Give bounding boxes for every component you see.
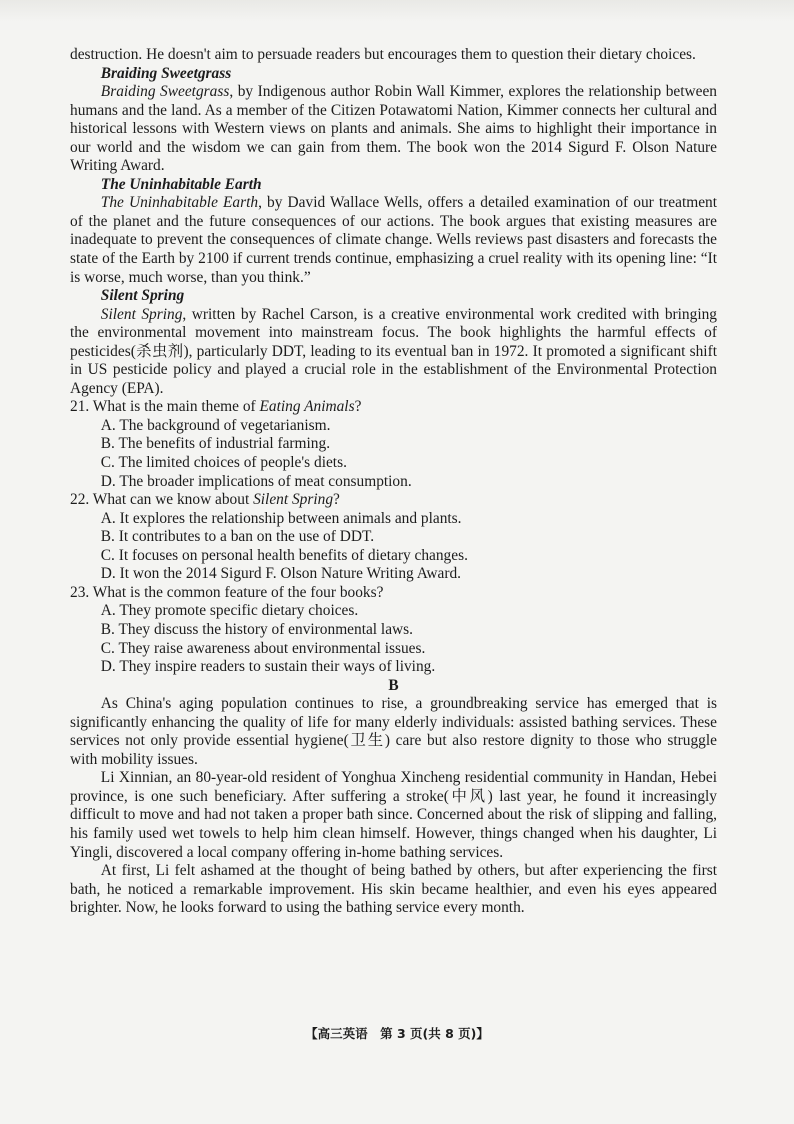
book-title: Braiding Sweetgrass — [100, 83, 230, 101]
section-b-paragraph-1: As China's aging population continues to rise, a groundbreaking service has emerged that is significantly enhancing the quality of life for many elderly individuals: assisted bathing services. These services not only provide essential hygiene(卫生) care but also restore dignity to those who struggle with mobility issues. — [70, 695, 717, 768]
continuation-paragraph: destruction. He doesn't aim to persuade readers but encourages them to question their dietary choices. — [70, 46, 696, 63]
question-text: 22. What can we know about — [70, 491, 254, 509]
book-paragraph — [70, 306, 717, 399]
book-paragraph — [70, 83, 717, 176]
option-a: A. It explores the relationship between animals and plants. — [100, 509, 462, 527]
book-body: , by David Wallace Wells, offers a detailed examination of our treatment of the planet and the future consequences of our actions. The book argues that existing measures are inadequate to prevent the consequences of climate change. Wells reviews past disasters and forecasts the state of the Earth by 2100 if current trends continue, emphasizing a cruel reality with its opening line: “It is worse, much worse, than you think.” — [70, 194, 717, 286]
question-21 — [70, 398, 717, 491]
question-mark: ? — [354, 398, 362, 416]
page-footer: 【高三英语 第 3 页(共 8 页)】 — [305, 1026, 489, 1041]
book-body: , written by Rachel Carson, is a creative environmental work credited with bringing the environmental movement into mainstream focus. The book highlights the harmful effects of pesticides(杀虫剂), particularly DDT, leading to its eventual ban in 1972. It promoted a significant shift in US pesticide policy and played a crucial role in the establishment of the Environmental Protection Agency (EPA). — [70, 305, 717, 397]
option-b: B. It contributes to a ban on the use of DDT. — [100, 528, 375, 546]
question-italic-title: Eating Animals — [259, 398, 355, 416]
option-a: A. The background of vegetarianism. — [100, 416, 331, 434]
book-uninhabitable-earth — [70, 176, 717, 287]
question-mark: ? — [333, 491, 340, 509]
question-text: 21. What is the main theme of — [70, 398, 260, 416]
book-heading: Braiding Sweetgrass — [100, 64, 232, 82]
option-c: C. The limited choices of people's diets. — [100, 454, 347, 472]
question-italic-title: Silent Spring — [253, 491, 334, 509]
exam-page — [70, 46, 717, 918]
option-c: C. They raise awareness about environmental issues. — [100, 639, 426, 657]
question-text: 23. What is the common feature of the four books? — [70, 583, 384, 601]
book-paragraph — [70, 194, 717, 287]
option-b: B. The benefits of industrial farming. — [100, 435, 331, 453]
option-d: D. It won the 2014 Sigurd F. Olson Nature Writing Award. — [100, 565, 462, 583]
question-stem — [70, 398, 717, 417]
question-23 — [70, 584, 717, 677]
book-braiding-sweetgrass — [70, 65, 717, 176]
option-d: D. They inspire readers to sustain their ways of living. — [100, 658, 436, 676]
book-heading: Silent Spring — [100, 287, 185, 305]
question-stem — [70, 491, 717, 510]
option-d: D. The broader implications of meat consumption. — [100, 472, 412, 490]
section-b-paragraph-3: At first, Li felt ashamed at the thought of being bathed by others, but after experiencing the first bath, he noticed a remarkable improvement. His skin became healthier, and even his eyes appeared brighter. Now, he looks forward to using the bathing service every month. — [70, 862, 717, 917]
section-b-paragraph-2: Li Xinnian, an 80-year-old resident of Yonghua Xincheng residential community in Handan, Hebei province, is one such beneficiary. After suffering a stroke(中风) last year, he found it increasingly difficult to move and had not taken a proper bath since. Concerned about the risk of slipping and falling, his family used wet towels to help him clean himself. However, things changed when his daughter, Li Yingli, discovered a local company offering in-home bathing services. — [70, 769, 717, 861]
book-title: Silent Spring — [100, 305, 183, 323]
option-c: C. It focuses on personal health benefits of dietary changes. — [100, 546, 468, 564]
scan-edge-shade — [0, 0, 794, 22]
option-a: A. They promote specific dietary choices. — [100, 602, 359, 620]
question-stem — [70, 584, 717, 603]
book-heading: The Uninhabitable Earth — [100, 175, 262, 193]
book-body: , by Indigenous author Robin Wall Kimmer, explores the relationship between humans and the land. As a member of the Citizen Potawatomi Nation, Kimmer connects her cultural and historical lessons with Western views on plants and animals. She aims to highlight their importance in our world and the wisdom we can gain from them. The book won the 2014 Sigurd F. Olson Nature Writing Award. — [70, 83, 717, 175]
book-title: The Uninhabitable Earth — [100, 194, 259, 212]
section-b-label: B — [388, 676, 399, 694]
book-silent-spring — [70, 287, 717, 398]
question-22 — [70, 491, 717, 584]
option-b: B. They discuss the history of environmental laws. — [100, 620, 413, 638]
